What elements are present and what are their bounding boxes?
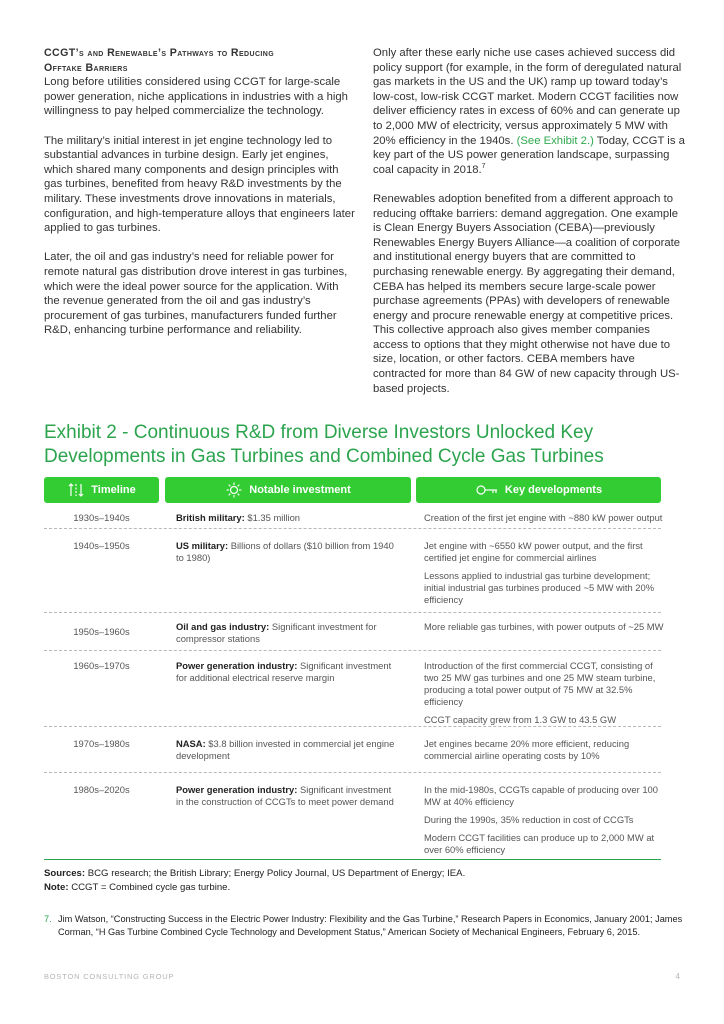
table-row — [44, 651, 661, 727]
exhibit-2-link[interactable]: (See Exhibit 2.) — [516, 134, 594, 147]
row-investor: Power generation industry: — [176, 784, 298, 795]
row-investment — [176, 540, 396, 564]
row-investor: British military: — [176, 512, 245, 523]
note-text: CCGT = Combined cycle gas turbine. — [71, 881, 231, 893]
row-period: 1940s–1950s — [73, 540, 130, 551]
sources-line — [44, 867, 664, 881]
right-paragraph-1-text-a: Only after these early niche use cases achieved success did policy support (for example, in the form of deregulated natural gas markets in the US and the UK) ramp up toward today’s low-cost, low-risk CCGT market. Modern CCGT facilities now deliver efficiency rates in excess of 60% and can generate up to 2,000 MW of electricity, versus approximately 5 MW with 20% efficiency in the 1940s. — [373, 47, 682, 147]
table-row — [44, 613, 664, 651]
exhibit-table-header — [44, 477, 661, 503]
development-item: CCGT capacity grew from 1.3 GW to 43.5 GW — [424, 714, 617, 725]
table-row — [44, 727, 661, 773]
exhibit-table-body — [44, 505, 664, 857]
development-item: Jet engine with ~6550 kW power output, and the first certified jet engine for commercial airlines — [424, 540, 643, 563]
row-investment — [176, 660, 396, 684]
table-row — [44, 505, 661, 529]
exhibit-sources — [44, 867, 664, 894]
left-paragraph-2: The military’s initial interest in jet engine technology led to substantial advances in turbine design. Early jet engines, which shared many components and design principles with gas turbines, benefited from heavy R&D investments by the military. These investments drove innovations in materials, configuration, and high-temperature alloys that engineers later applied to gas turbines. — [44, 134, 355, 235]
row-developments — [424, 621, 664, 639]
footnote-text: Jim Watson, “Constructing Success in the Electric Power Industry: Flexibility and the Gas Turbine,” Research Papers in Economics, January 2001; James Corman, “H Gas Turbine Combined Cycle Technology and Development Status,” American Society of Mechanical Engineers, February 6, 2015. — [58, 914, 683, 937]
note-label: Note: — [44, 881, 69, 893]
row-developments — [424, 738, 664, 768]
footer-publisher: BOSTON CONSULTING GROUP — [44, 972, 175, 981]
row-investment-text: Significant investment for additional electrical reserve margin — [176, 660, 392, 683]
timeline-header — [44, 477, 159, 503]
table-bottom-rule — [44, 859, 661, 860]
timeline-arrows-icon — [67, 482, 85, 498]
row-period: 1970s–1980s — [73, 738, 130, 749]
row-investment-text: Billions of dollars ($10 billion from 1940 to 1980) — [176, 540, 394, 563]
table-row — [44, 773, 661, 857]
row-investor: Oil and gas industry: — [176, 621, 270, 632]
row-period: 1950s–1960s — [73, 626, 130, 637]
note-line — [44, 881, 664, 895]
developments-header-label: Key developments — [504, 484, 603, 496]
investment-header-label: Notable investment — [249, 484, 351, 496]
exhibit-title: Exhibit 2 - Continuous R&D from Diverse Investors Unlocked Key Developments in Gas Turbines and Combined Cycle Gas Turbines — [44, 422, 604, 467]
row-period: 1980s–2020s — [73, 784, 130, 795]
row-investment — [176, 738, 396, 762]
developments-header — [416, 477, 661, 503]
right-paragraph-2: Renewables adoption benefited from a different approach to reducing offtake barriers: demand aggregation. One example is Clean Energy Buyers Association (CEBA)—previously Renewables Energy Buyers Alliance—a coalition of corporate and institutional energy buyers that are committed to purchasing renewable energy. By aggregating their demand, CEBA has helped its members secure large-scale power purchase agreements (PPAs) with developers of renewable energy and procure renewable energy at competitive prices. This collective approach also gives member companies access to options that they might otherwise not have due to size, location, or other factors. CEBA members have contracted for more than 84 GW of new capacity through US-based projects. — [373, 192, 681, 395]
row-investment-text: Significant investment in the construction of CCGTs to meet power demand — [176, 784, 394, 807]
sources-label: Sources: — [44, 868, 86, 879]
right-paragraph-1-text-b: Today, CCGT is a key part of the US power generation landscape, surpassing coal capacity in 2018. — [373, 134, 685, 176]
development-item: Modern CCGT facilities can produce up to 2,000 MW at over 60% efficiency — [424, 832, 655, 855]
row-investment-text: Significant investment for compressor stations — [176, 621, 377, 644]
page-number: 4 — [675, 972, 680, 981]
left-column — [44, 46, 356, 352]
row-developments — [424, 512, 664, 530]
right-paragraph-1 — [373, 46, 687, 177]
row-investor: Power generation industry: — [176, 660, 298, 671]
left-paragraph-3: Later, the oil and gas industry’s need for reliable power for remote natural gas distribution drove interest in gas turbines, which were the ideal power source for the application. With the revenue generated from the oil and gas industry’s procurement of gas turbines, manufacturers funded further R&D, enhancing turbine performance and reliability. — [44, 251, 348, 337]
right-column — [373, 46, 687, 411]
row-investment-text: $3.8 billion invested in commercial jet engine development — [176, 738, 395, 761]
section-heading — [44, 46, 356, 75]
row-developments — [424, 784, 664, 862]
section-heading-line1: CCGT’s and Renewable’s Pathways to Reducing — [44, 47, 275, 59]
row-investment — [176, 512, 396, 524]
timeline-header-label: Timeline — [91, 484, 136, 496]
development-item: Jet engines became 20% more efficient, reducing commercial airline operating costs by 10% — [424, 738, 630, 761]
development-item: In the mid-1980s, CCGTs capable of producing over 100 MW at 40% efficiency — [424, 784, 658, 807]
row-investor: NASA: — [176, 738, 206, 749]
investment-header — [165, 477, 411, 503]
section-heading-line2: Offtake Barriers — [44, 61, 128, 74]
left-paragraph-1: Long before utilities considered using CCGT for large-scale power generation, niche applications in industries with a high willingness to pay helped commercialize the technology. — [44, 76, 348, 118]
development-item: Lessons applied to industrial gas turbine development; initial industrial gas turbines produced ~5 MW with 20% efficiency — [424, 570, 655, 605]
row-developments — [424, 660, 664, 732]
sources-text: BCG research; the British Library; Energy Policy Journal, US Department of Energy; IEA. — [87, 868, 466, 879]
row-period: 1930s–1940s — [73, 512, 130, 523]
row-developments — [424, 540, 664, 612]
development-item: During the 1990s, 35% reduction in cost of CCGTs — [424, 814, 634, 825]
row-investment — [176, 784, 396, 808]
row-investment — [176, 621, 396, 645]
development-item: Introduction of the first commercial CCGT, consisting of two 25 MW gas turbines and one 25 MW steam turbine, producing a total power output of 75 MW at 32.5% efficiency — [424, 660, 656, 707]
row-investment-text: $1.35 million — [247, 512, 301, 523]
sun-gear-icon — [225, 482, 243, 498]
footnote-ref-7[interactable]: 7 — [481, 162, 486, 170]
row-period: 1960s–1970s — [73, 660, 130, 671]
row-investor: US military: — [176, 540, 229, 551]
development-item: More reliable gas turbines, with power outputs of ~25 MW — [424, 621, 664, 632]
table-row — [44, 529, 661, 613]
footnote-number: 7. — [44, 914, 52, 924]
key-icon — [475, 482, 499, 498]
development-item: Creation of the first jet engine with ~880 kW power output — [424, 512, 663, 523]
